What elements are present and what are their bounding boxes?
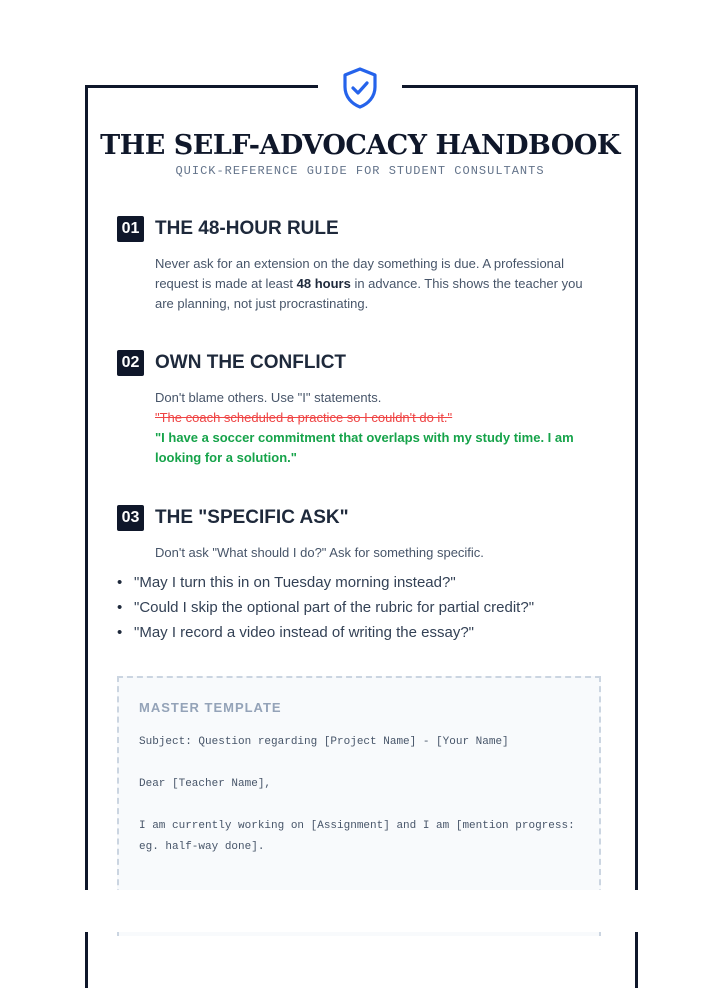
shield-check-icon — [342, 67, 378, 109]
list-item: • "May I turn this in on Tuesday morning instead?" — [117, 570, 534, 595]
specific-ask-list — [117, 570, 534, 645]
template-line: Subject: Question regarding [Project Name] - [Your Name] — [139, 736, 509, 748]
page-title: THE SELF-ADVOCACY HANDBOOK — [100, 130, 620, 161]
template-line: I am currently working on [Assignment] and I am [mention progress: eg. half-way done]. — [139, 820, 575, 853]
section-heading: THE "SPECIFIC ASK" — [155, 507, 349, 528]
section-body — [155, 543, 595, 563]
section-body — [155, 254, 595, 314]
section-number: 02 — [117, 350, 144, 376]
bad-example: "The coach scheduled a practice so I couldn't do it." — [155, 410, 453, 425]
template-line: Dear [Teacher Name], — [139, 778, 272, 790]
section-intro: Don't blame others. Use "I" statements. — [155, 390, 382, 405]
template-label: MASTER TEMPLATE — [139, 700, 282, 715]
page-bottom — [0, 890, 720, 932]
body-text: Never ask for an extension on the day something is due. A professional request is made at least — [155, 256, 565, 291]
page-subtitle: QUICK-REFERENCE GUIDE FOR STUDENT CONSULTANTS — [175, 164, 545, 178]
section-number: 03 — [117, 505, 144, 531]
section-intro: Don't ask "What should I do?" Ask for something specific. — [155, 545, 484, 560]
template-body — [139, 732, 579, 879]
section-heading: THE 48-HOUR RULE — [155, 218, 339, 239]
section-heading: OWN THE CONFLICT — [155, 352, 347, 373]
good-example: "I have a soccer commitment that overlaps with my study time. I am looking for a solution." — [155, 430, 574, 465]
highlight-text: 48 hours — [296, 276, 351, 291]
list-item: • "May I record a video instead of writing the essay?" — [117, 620, 534, 645]
list-item: • "Could I skip the optional part of the rubric for partial credit?" — [117, 595, 534, 620]
body-text: in advance. This shows the teacher you are planning, not just procrastinating. — [155, 276, 583, 311]
section-body — [155, 388, 595, 468]
section-number: 01 — [117, 216, 144, 242]
